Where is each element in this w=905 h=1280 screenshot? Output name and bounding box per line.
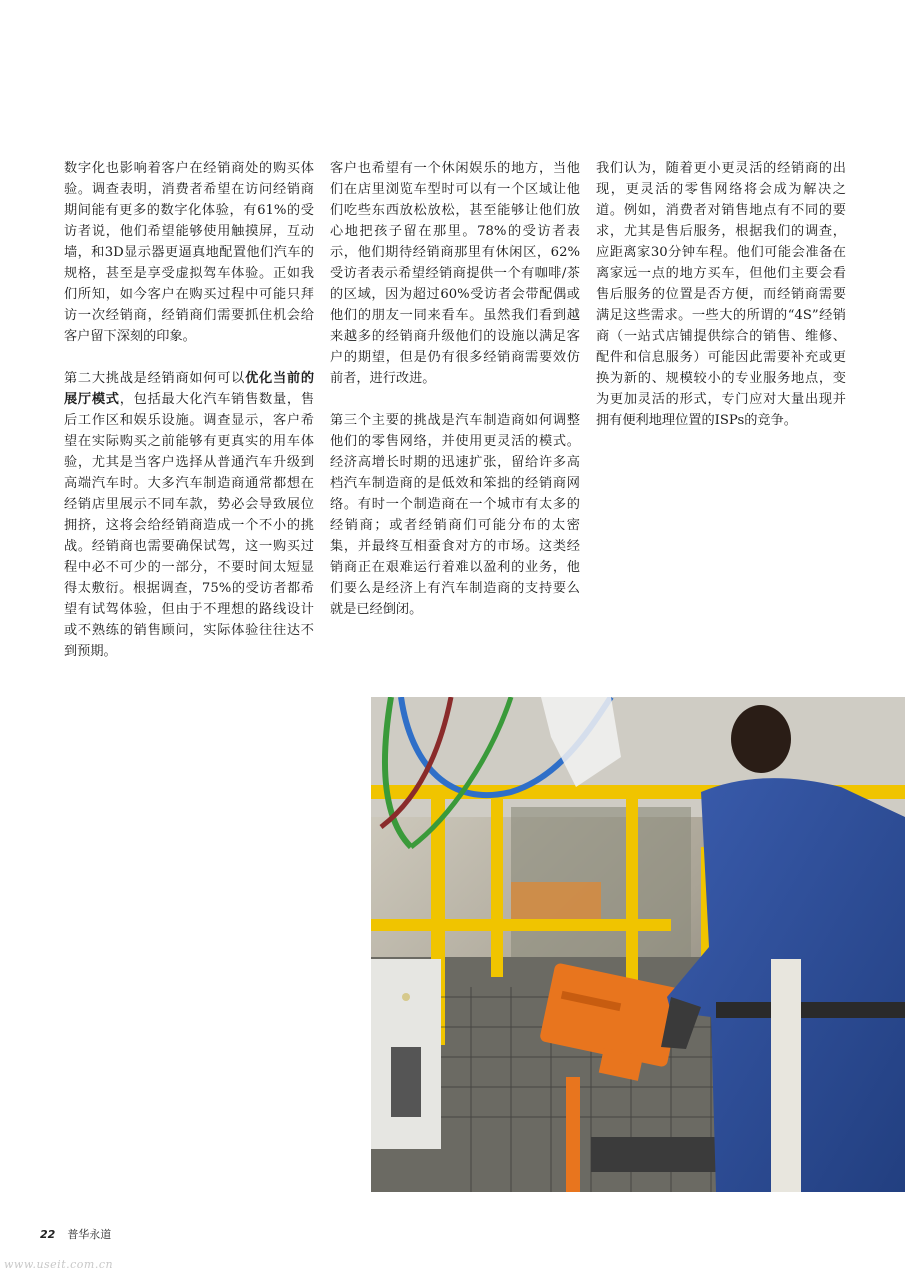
watermark: www.useit.com.cn [4,1258,114,1271]
article-column-3 [596,158,846,452]
page-footer [40,1226,111,1242]
paragraph-lead: 第二大挑战是经销商如何可以 [64,371,246,386]
paragraph: 数字化也影响着客户在经销商处的购买体验。调查表明，消费者希望在访问经销商期间能有更多的数字化体验，有61%的受访者说，他们希望能够使用触摸屏，互动墙，和3D显示器更逼真地配置他们汽车的规格，甚至是享受虚拟驾车体验。正如我们所知，如今客户在购买过程中可能只拜访一次经销商，经销商们需要抓住机会给客户留下深刻的印象。 [64,161,314,344]
article-column-1 [64,158,314,683]
bold-phrase: 优化当前的展厅模式 [64,371,315,407]
paragraph-text: ，包括最大化汽车销售数量，售后工作区和娱乐设施。调查显示，客户希望在实际购买之前能够有更真实的用车体验，尤其是当客户选择从普通汽车升级到高端汽车时。大多汽车制造商通常都想在经销店里展示不同车款，势必会导致展位拥挤，这将会给经销商造成一个不小的挑战。经销商也需要确保试驾，这一购买过程中必不可少的一部分，不要时间太短显得太敷衍。根据调查，75%的受访者都希望有试驾体验，但由于不理想的路线设计或不熟练的销售顾问，实际体验往往达不到预期。 [64,392,315,659]
paragraph: 我们认为，随着更小更灵活的经销商的出现，更灵活的零售网络将会成为解决之道。例如，消费者对销售地点有不同的要求，尤其是售后服务，根据我们的调查，应距离家30分钟车程。他们可能会准备在离家远一点的地方买车，但他们主要会看售后服务的位置是否方便，而经销商需要满足这些需求。一些大的所谓的“4S”经销商（一站式店铺提供综合的销售、维修、配件和信息服务）可能因此需要补充或更换为新的、规模较小的专业服务地点，变为更加灵活的形式，专门应对大量出现并拥有便利地理位置的ISPs的竞争。 [596,161,846,428]
paragraph: 第三个主要的挑战是汽车制造商如何调整他们的零售网络，并使用更灵活的模式。经济高增长时期的迅速扩张，留给许多高档汽车制造商的是低效和笨拙的经销商网络。有时一个制造商在一个城市有太多的经销商；或者经销商们可能分布的太密集，并最终互相蚕食对方的市场。这类经销商正在艰难运行着难以盈利的业务，他们要么是经济上有汽车制造商的支持要么就是已经倒闭。 [330,413,580,617]
factory-worker-photo [371,697,905,1192]
page-number: 22 [40,1228,56,1241]
paragraph: 客户也希望有一个休闲娱乐的地方，当他们在店里浏览车型时可以有一个区域让他们吃些东西放松放松，甚至能够让他们放心地把孩子留在那里。78%的受访者表示，他们期待经销商那里有休闲区，62%受访者表示希望经销商提供一个有咖啡/茶的区域，因为超过60%受访者会带配偶或他们的朋友一同来看车。虽然我们看到越来越多的经销商升级他们的设施以满足客户的期望，但是仍有很多经销商需要效仿前者，进行改进。 [330,161,580,386]
paragraph [64,368,314,662]
publication-name: 普华永道 [67,1228,112,1241]
article-column-2 [330,158,580,641]
